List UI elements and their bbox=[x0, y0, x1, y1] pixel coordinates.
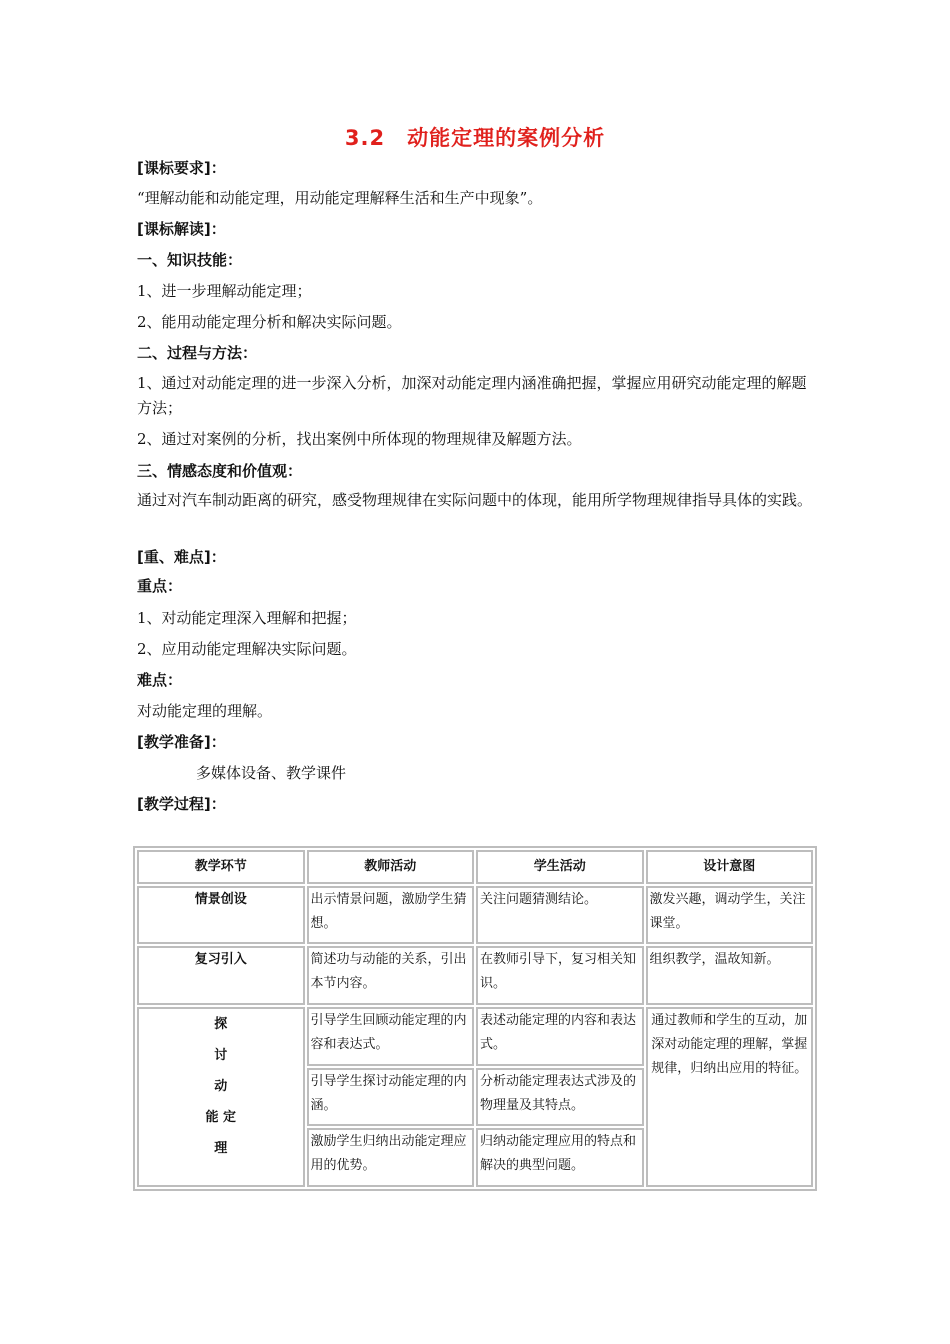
row3b-teacher: 引导学生探讨动能定理的内涵。 bbox=[307, 1068, 475, 1127]
header-teacher-activity: 教师活动 bbox=[307, 850, 475, 884]
knowledge-item-2: 2、能用动能定理分析和解决实际问题。 bbox=[137, 313, 402, 331]
row1-student: 关注问题猜测结论。 bbox=[476, 886, 644, 945]
row3-design: 通过教师和学生的互动，加深对动能定理的理解，掌握规律，归纳出应用的特征。 bbox=[646, 1007, 814, 1187]
row2-teacher: 简述功与动能的关系，引出本节内容。 bbox=[307, 946, 475, 1005]
heading-key-points: 重点： bbox=[137, 577, 183, 595]
heading-kebiao-requirement: [课标要求]： bbox=[137, 159, 226, 177]
row3b-student: 分析动能定理表达式涉及的物理量及其特点。 bbox=[476, 1068, 644, 1127]
kebiao-requirement-text: “理解动能和动能定理，用动能定理解释生活和生产中现象”。 bbox=[137, 189, 543, 207]
header-student-activity: 学生活动 bbox=[476, 850, 644, 884]
difficult-text: 对动能定理的理解。 bbox=[137, 702, 273, 720]
stage-char-2: 讨 bbox=[214, 1047, 228, 1063]
process-item-1: 1、通过对动能定理的进一步深入分析，加深对动能定理内涵准确把握，掌握应用研究动能定理的解题方法； bbox=[137, 374, 807, 417]
heading-knowledge: 一、知识技能： bbox=[137, 251, 243, 269]
process-item-2: 2、通过对案例的分析，找出案例中所体现的物理规律及解题方法。 bbox=[137, 430, 582, 448]
knowledge-item-1: 1、进一步理解动能定理； bbox=[137, 282, 312, 300]
header-stage: 教学环节 bbox=[137, 850, 305, 884]
row2-student: 在教师引导下，复习相关知识。 bbox=[476, 946, 644, 1005]
row3c-student: 归纳动能定理应用的特点和解决的典型问题。 bbox=[476, 1128, 644, 1187]
key-item-2: 2、应用动能定理解决实际问题。 bbox=[137, 640, 357, 658]
heading-preparation: [教学准备]： bbox=[137, 733, 226, 751]
teaching-process-table bbox=[133, 846, 817, 1191]
document-title: 3.2 动能定理的案例分析 bbox=[344, 126, 606, 150]
stage-char-3: 动 bbox=[214, 1078, 228, 1094]
row1-teacher: 出示情景问题，激励学生猜想。 bbox=[307, 886, 475, 945]
row1-design: 激发兴趣，调动学生，关注课堂。 bbox=[646, 886, 814, 945]
row2-design: 组织教学，温故知新。 bbox=[646, 946, 814, 1005]
row3a-student: 表述动能定理的内容和表达式。 bbox=[476, 1007, 644, 1066]
row3a-teacher: 引导学生回顾动能定理的内容和表达式。 bbox=[307, 1007, 475, 1066]
emotion-text: 通过对汽车制动距离的研究，感受物理规律在实际问题中的体现，能用所学物理规律指导具体的实践。 bbox=[137, 491, 813, 509]
heading-key-difficult: [重、难点]： bbox=[137, 548, 226, 566]
stage-char-4: 能 定 bbox=[205, 1109, 237, 1125]
table-row bbox=[137, 1007, 813, 1066]
header-design-intent: 设计意图 bbox=[646, 850, 814, 884]
heading-emotion: 三、情感态度和价值观： bbox=[137, 462, 303, 480]
row2-stage: 复习引入 bbox=[137, 946, 305, 1005]
row3c-teacher: 激励学生归纳出动能定理应用的优势。 bbox=[307, 1128, 475, 1187]
row1-stage: 情景创设 bbox=[137, 886, 305, 945]
row3-stage-vertical bbox=[137, 1007, 305, 1187]
heading-process: 二、过程与方法： bbox=[137, 344, 258, 362]
table-row bbox=[137, 946, 813, 1005]
table-row bbox=[137, 886, 813, 945]
heading-teaching-process: [教学过程]： bbox=[137, 795, 226, 813]
key-item-1: 1、对动能定理深入理解和把握； bbox=[137, 609, 357, 627]
stage-char-5: 理 bbox=[214, 1140, 228, 1156]
stage-char-1: 探 bbox=[214, 1016, 228, 1032]
table-header-row bbox=[137, 850, 813, 884]
preparation-text: 多媒体设备、教学课件 bbox=[196, 764, 347, 782]
heading-difficult-points: 难点： bbox=[137, 671, 183, 689]
heading-kebiao-reading: [课标解读]： bbox=[137, 220, 226, 238]
